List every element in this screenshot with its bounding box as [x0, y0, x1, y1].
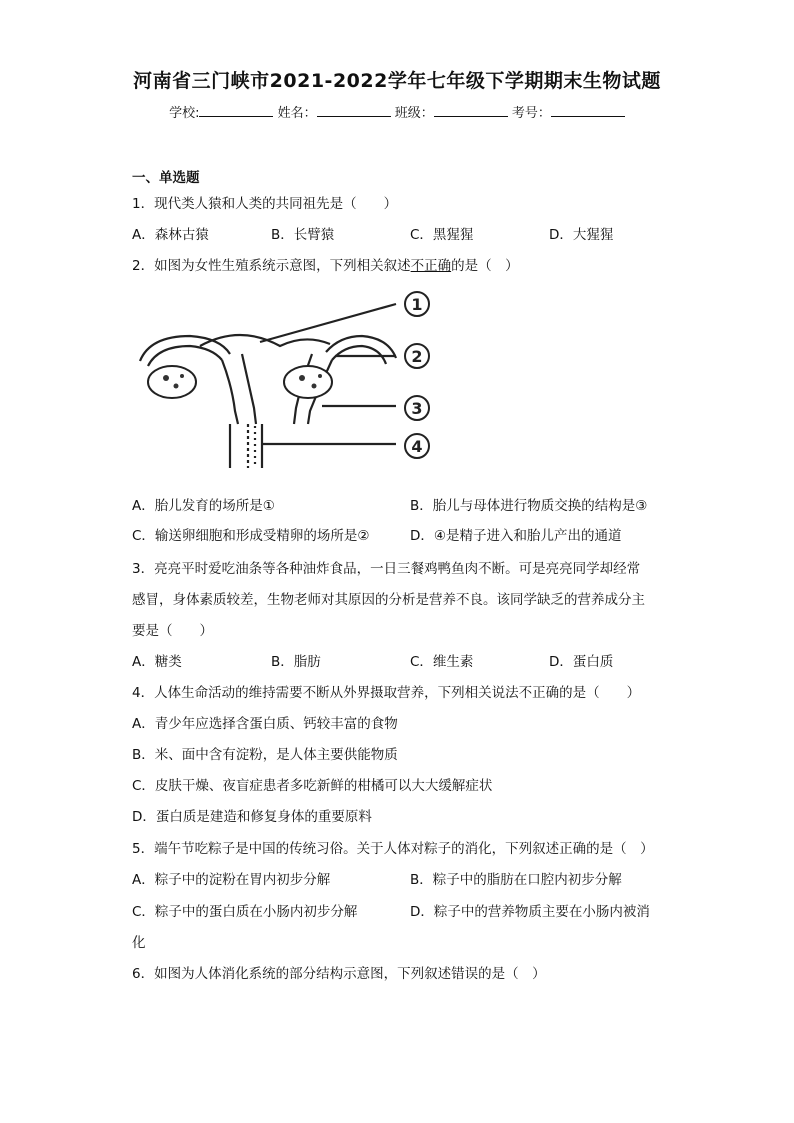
- question-4-option-c: C．皮肤干燥、夜盲症患者多吃新鲜的柑橘可以大大缓解症状: [132, 778, 493, 794]
- question-4-option-a: A．青少年应选择含蛋白质、钙较丰富的食物: [132, 716, 398, 732]
- question-3-stem-line-3: 要是（ ）: [132, 623, 213, 639]
- school-label: 学校:: [169, 106, 200, 121]
- question-1-option-d: D．大猩猩: [549, 227, 614, 243]
- uterus-left-wall: [222, 360, 238, 424]
- question-3-option-b: B．脂肪: [271, 654, 321, 670]
- question-1-option-a: A．森林古猿: [132, 227, 209, 243]
- label-1-digit: 1: [411, 295, 423, 314]
- question-2-option-d: D．④是精子进入和胎儿产出的通道: [410, 528, 622, 544]
- left-ovary: [148, 366, 196, 398]
- class-label: 班级：: [394, 106, 434, 121]
- question-2-option-a: A．胎儿发育的场所是①: [132, 498, 275, 514]
- question-3-stem-line-1: 3．亮亮平时爱吃油条等各种油炸食品，一日三餐鸡鸭鱼肉不断。可是亮亮同学却经常: [132, 561, 641, 577]
- question-1-stem: 1．现代类人猿和人类的共同祖先是（ ）: [132, 196, 398, 212]
- question-3-stem-line-2: 感冒，身体素质较差，生物老师对其原因的分析是营养不良。该同学缺乏的营养成分主: [132, 592, 645, 608]
- label-2-digit: 2: [411, 347, 423, 366]
- question-5-option-c: C．粽子中的蛋白质在小肠内初步分解: [132, 904, 358, 920]
- question-2-option-b: B．胎儿与母体进行物质交换的结构是③: [410, 498, 648, 514]
- question-2-stem-underlined: 不正确: [410, 258, 452, 274]
- class-blank[interactable]: [434, 104, 508, 117]
- question-3-option-d: D．蛋白质: [549, 654, 614, 670]
- question-2-stem-pre: 2．如图为女性生殖系统示意图，下列相关叙述: [132, 258, 411, 274]
- question-5-option-b: B．粽子中的脂肪在口腔内初步分解: [410, 872, 622, 888]
- question-5-option-d: D．粽子中的营养物质主要在小肠内被消: [410, 904, 650, 920]
- label-4-digit: 4: [411, 437, 423, 456]
- number-blank[interactable]: [551, 104, 625, 117]
- question-1-option-b: B．长臂猿: [271, 227, 335, 243]
- student-info-row: [0, 102, 794, 121]
- question-4-stem: 4．人体生命活动的维持需要不断从外界摄取营养，下列相关说法不正确的是（ ）: [132, 685, 641, 701]
- number-label: 考号：: [511, 106, 551, 121]
- label-3-digit: 3: [411, 399, 423, 418]
- question-4-option-d: D．蛋白质是建造和修复身体的重要原料: [132, 809, 372, 825]
- question-3-option-a: A．糖类: [132, 654, 182, 670]
- label-line-1: [260, 304, 396, 342]
- right-ovary: [284, 366, 332, 398]
- name-label: 姓名：: [277, 106, 317, 121]
- exam-title: 河南省三门峡市2021-2022学年七年级下学期期末生物试题: [133, 70, 661, 92]
- question-5-option-d-continued: 化: [132, 935, 146, 951]
- question-1-option-c: C．黑猩猩: [410, 227, 474, 243]
- question-5-stem: 5．端午节吃粽子是中国的传统习俗。关于人体对粽子的消化，下列叙述正确的是（ ）: [132, 841, 654, 857]
- question-2-option-c: C．输送卵细胞和形成受精卵的场所是②: [132, 528, 370, 544]
- question-6-stem: 6．如图为人体消化系统的部分结构示意图，下列叙述错误的是（ ）: [132, 966, 546, 982]
- name-blank[interactable]: [317, 104, 391, 117]
- question-3-option-c: C．维生素: [410, 654, 474, 670]
- question-2-stem: [132, 254, 519, 274]
- question-4-option-b: B．米、面中含有淀粉，是人体主要供能物质: [132, 747, 398, 763]
- section-heading: 一、单选题: [132, 170, 200, 186]
- school-blank[interactable]: [199, 104, 273, 117]
- question-5-option-a: A．粽子中的淀粉在胃内初步分解: [132, 872, 331, 888]
- question-2-stem-post: 的是（ ）: [451, 258, 519, 274]
- female-reproductive-system-diagram: [130, 286, 440, 472]
